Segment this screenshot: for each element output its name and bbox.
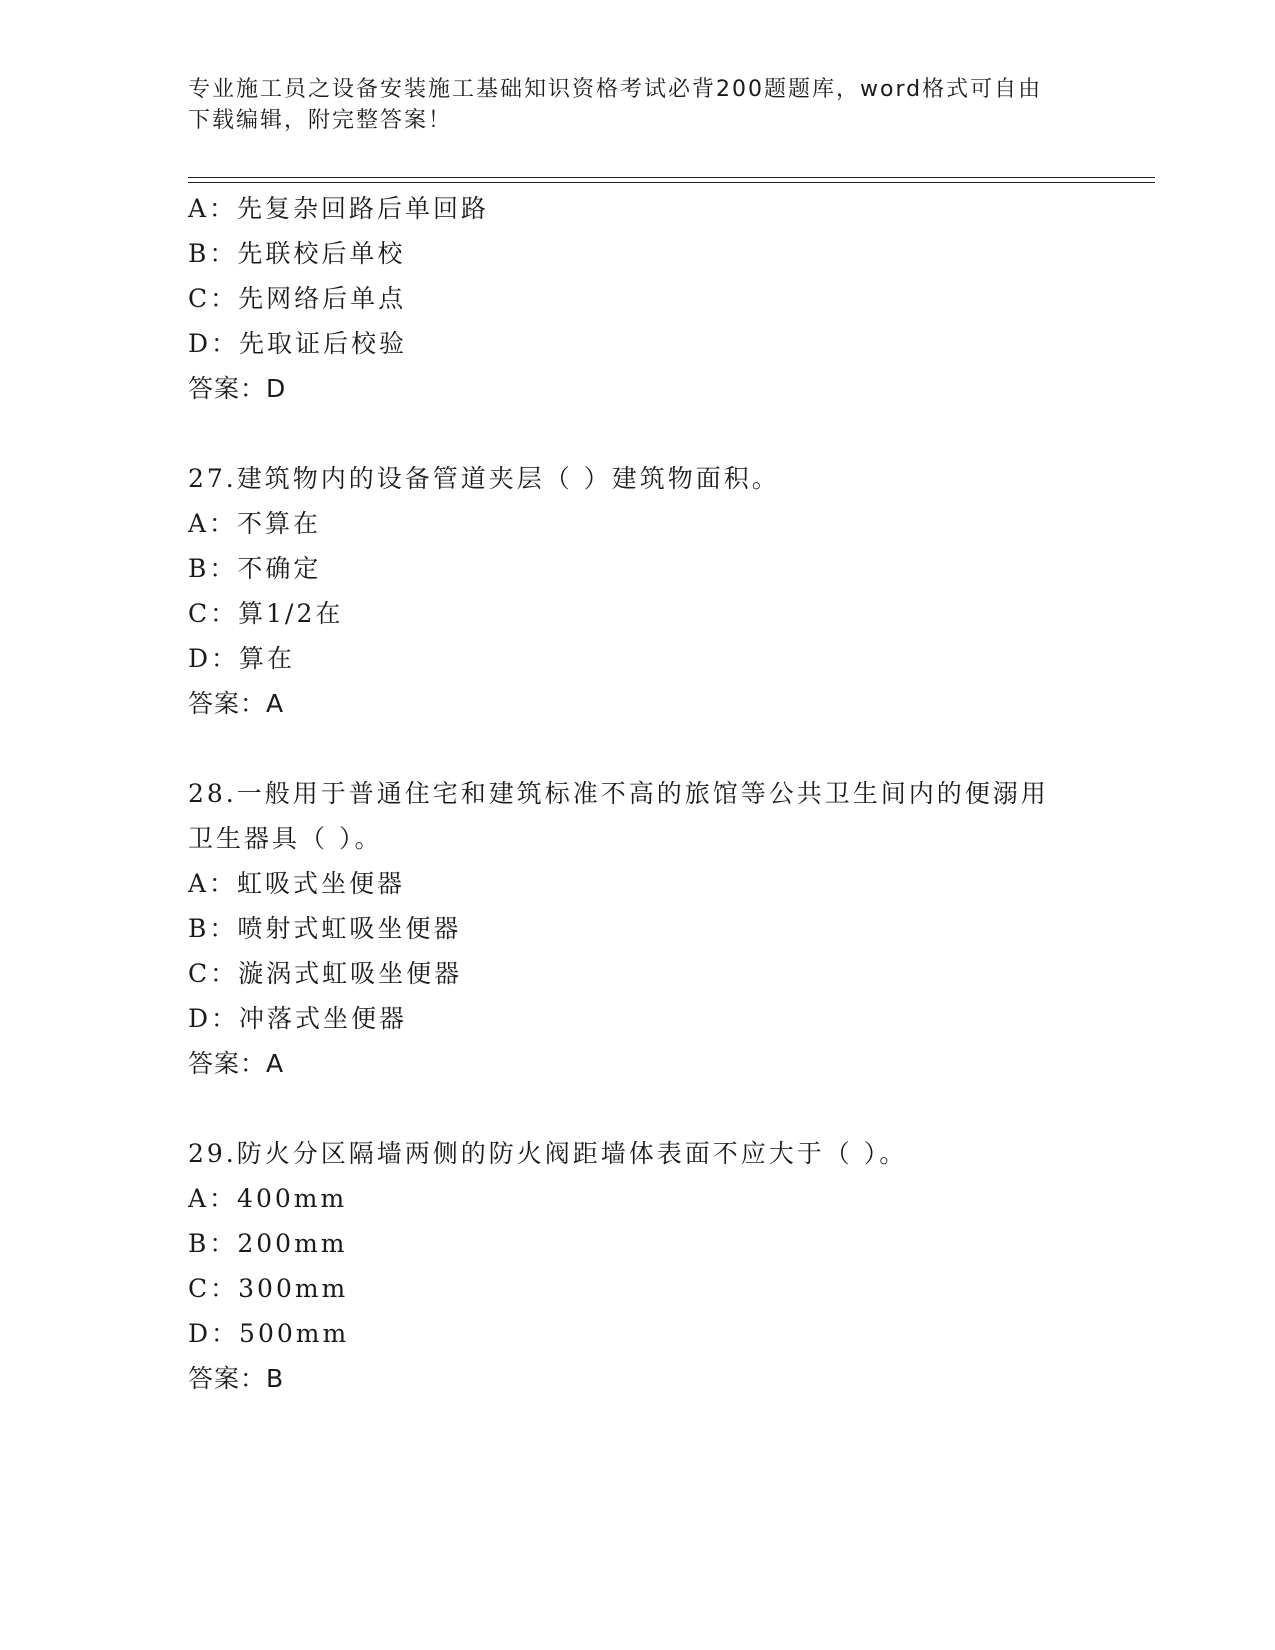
q27-answer: 答案：A [188, 689, 285, 718]
q26-option-c: C：先网络后单点 [188, 284, 407, 313]
q27-stem: 27.建筑物内的设备管道夹层（ ）建筑物面积。 [188, 464, 780, 493]
q26-option-a: A：先复杂回路后单回路 [188, 194, 490, 223]
q28-option-d: D：冲落式坐便器 [188, 1004, 408, 1033]
header-line-1: 专业施工员之设备安装施工基础知识资格考试必背200题题库，word格式可自由 [188, 77, 1043, 102]
q28-option-a: A：虹吸式坐便器 [188, 869, 406, 898]
header-divider-bottom [188, 182, 1155, 183]
q26-option-d: D：先取证后校验 [188, 329, 408, 358]
header-divider-top [188, 177, 1155, 178]
q27-option-b: B：不确定 [188, 554, 322, 583]
q29-option-a: A：400mm [188, 1184, 348, 1213]
q28-option-b: B：喷射式虹吸坐便器 [188, 914, 462, 943]
q28-option-c: C：漩涡式虹吸坐便器 [188, 959, 463, 988]
q29-stem: 29.防火分区隔墙两侧的防火阀距墙体表面不应大于（ ）。 [188, 1139, 908, 1168]
q27-option-c: C：算1/2在 [188, 599, 344, 628]
q28-stem-line-1: 28.一般用于普通住宅和建筑标准不高的旅馆等公共卫生间内的便溺用 [188, 779, 1049, 808]
q29-option-b: B：200mm [188, 1229, 348, 1258]
q28-stem-line-2: 卫生器具（ ）。 [188, 824, 383, 853]
q26-answer: 答案：D [188, 374, 287, 403]
q26-option-b: B：先联校后单校 [188, 239, 406, 268]
q29-option-d: D：500mm [188, 1319, 350, 1348]
document-header [188, 74, 1068, 136]
q27-option-a: A：不算在 [188, 509, 322, 538]
q29-answer: 答案：B [188, 1364, 285, 1393]
q27-option-d: D：算在 [188, 644, 296, 673]
q29-option-c: C：300mm [188, 1274, 349, 1303]
header-line-2: 下载编辑，附完整答案！ [188, 108, 453, 133]
q28-answer: 答案：A [188, 1049, 285, 1078]
